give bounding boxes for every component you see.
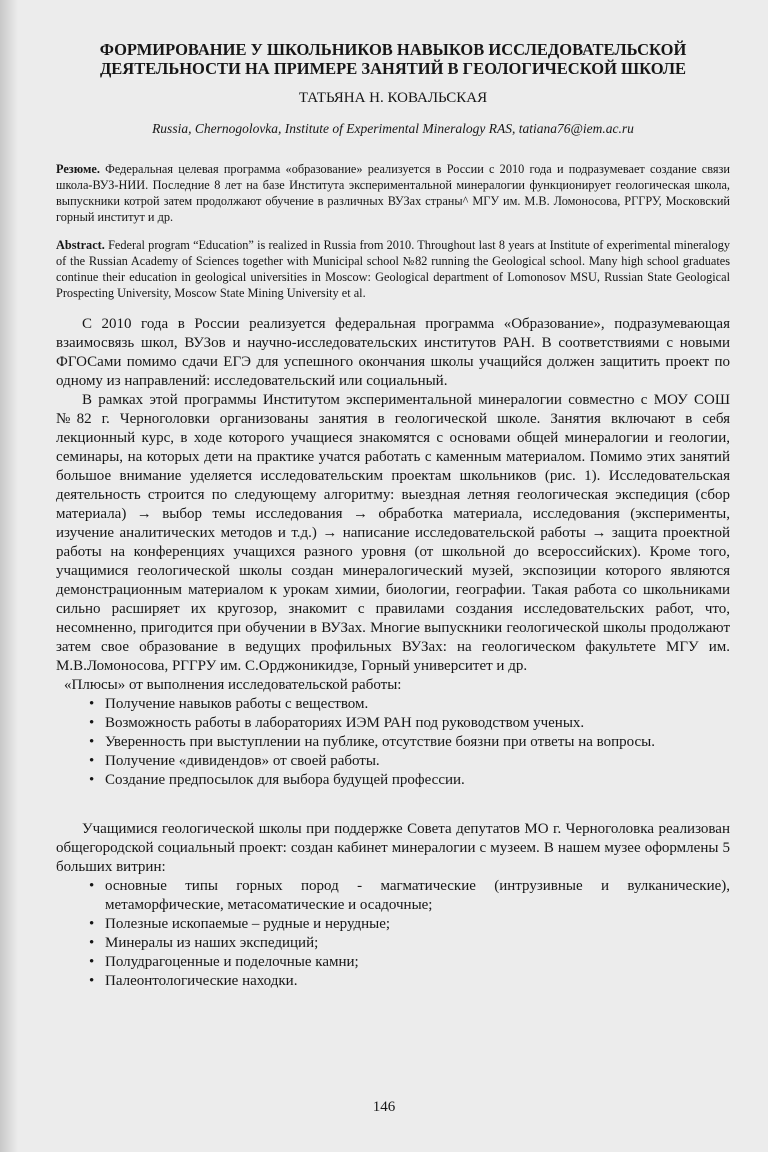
list-item: • Получение «дивидендов» от своей работы. (56, 752, 730, 771)
paragraph-intro: С 2010 года в России реализуется федеральная программа «Образование», подразумевающая взаимосвязь школ, ВУЗов и научно-исследовательских институтов РАН. В соответствиями с новыми ФГОСами помимо сдачи ЕГЭ для успешного окончания школы учащийся должен защитить проект по одному из направлений: исследовательский или социальный. (56, 316, 730, 389)
list-item: • основные типы горных пород - магматические (интрузивные и вулканические), метаморфические, метасоматические и осадочные; (56, 877, 730, 915)
title-line-2: ДЕЯТЕЛЬНОСТИ НА ПРИМЕРЕ ЗАНЯТИЙ В ГЕОЛОГИЧЕСКОЙ ШКОЛЕ (99, 59, 687, 78)
author-name: ТАТЬЯНА Н. КОВАЛЬСКАЯ (298, 90, 488, 106)
page-number: 146 (372, 1099, 396, 1115)
title-line-1: ФОРМИРОВАНИЕ У ШКОЛЬНИКОВ НАВЫКОВ ИССЛЕДОВАТЕЛЬСКОЙ (99, 40, 687, 59)
abstract-english-text: Federal program “Education” is realized in Russia from 2010. Throughout last 8 years at Institute of experimental mineralogy of the Russian Academy of Sciences together with Municipal school №82 running the Geological school. Many high school graduates continue their education in geological universities in Moscow: Geological department of Lomonosov MSU, Russian State Geological Prospecting University, Moscow State Mining University et al. (56, 238, 730, 300)
list-item: • Уверенность при выступлении на публике, отсутствие боязни при ответы на вопросы. (56, 733, 730, 752)
list-item: • Получение навыков работы с веществом. (56, 695, 730, 714)
list-item: • Полезные ископаемые – рудные и нерудные; (56, 915, 730, 934)
list-item: • Палеонтологические находки. (56, 972, 730, 991)
abstract-russian-text: Федеральная целевая программа «образование» реализуется в России с 2010 года и подразумевает создание связи школа-ВУЗ-НИИ. Последние 8 лет на базе Института экспериментальной минералогии функционирует геологическая школа, выпускники котрой затем продолжают обучение в различных ВУЗах страны^ МГУ им. М.В. Ломоносова, РГГРУ, Московский горный институт и др. (56, 162, 730, 224)
author-affiliation: Russia, Chernogolovka, Institute of Experimental Mineralogy RAS, tatiana76@iem.ac.ru (152, 121, 634, 136)
paragraph-program: В рамках этой программы Институтом экспериментальной минералогии совместно с МОУ СОШ №82 г. Черноголовки организованы занятия в геологической школе. Занятия включают в себя лекционный курс, в ходе которого учащиеся знакомятся с основами общей минералогии и геологии, семинары, на которых дети на практике учатся работать с каменным материалом. Помимо этих занятий большое внимание уделяется исследовательским проектам школьников (рис. 1). Исследовательская деятельность строится по следующему алгоритму: выездная летняя геологическая экспедиция (сбор материала) → выбор темы исследования → обработка материала, исследования (эксперименты, изучение аналитических методов и т.д.) → написание исследовательской работы → защита проектной работы на конференциях учащихся разного уровня (от школьной до всероссийских). Кроме того, учащимися геологической школы создан минералогический музей, экспозиции которого являются демонстрационным материалом к урокам химии, биологии, географии. Такая работа со школьниками сильно расширяет их кругозор, знакомит с правилами создания исследовательских работ, что, несомненно, пригодится при обучении в ВУЗах. Многие выпускники геологической школы продолжают затем свое образование в ведущих профильных ВУЗах: на геологическом факультете МГУ им. М.В.Ломоносова, РГГРУ им. С.Орджоникидзе, Горный университет и др. (56, 392, 730, 674)
list-item: • Создание предпосылок для выбора будущей профессии. (56, 771, 730, 790)
list-item: • Минералы из наших экспедиций; (56, 934, 730, 953)
abstract-russian-label: Резюме. (56, 162, 100, 176)
abstract-english-label: Abstract. (56, 238, 105, 252)
abstract-english (56, 237, 730, 301)
pluses-lead: «Плюсы» от выполнения исследовательской работы: (64, 677, 402, 693)
pluses-list (56, 695, 730, 790)
list-item: • Полудрагоценные и поделочные камни; (56, 953, 730, 972)
paragraph-social-project: Учащимися геологической школы при поддержке Совета депутатов МО г. Черноголовка реализован общегородской социальный проект: создан кабинет минералогии с музеем. В нашем музее оформлены 5 больших витрин: (56, 821, 730, 875)
list-item: • Возможность работы в лабораториях ИЭМ РАН под руководством ученых. (56, 714, 730, 733)
paper-title (56, 40, 730, 78)
vitrines-list (56, 877, 730, 991)
abstract-russian (56, 161, 730, 225)
